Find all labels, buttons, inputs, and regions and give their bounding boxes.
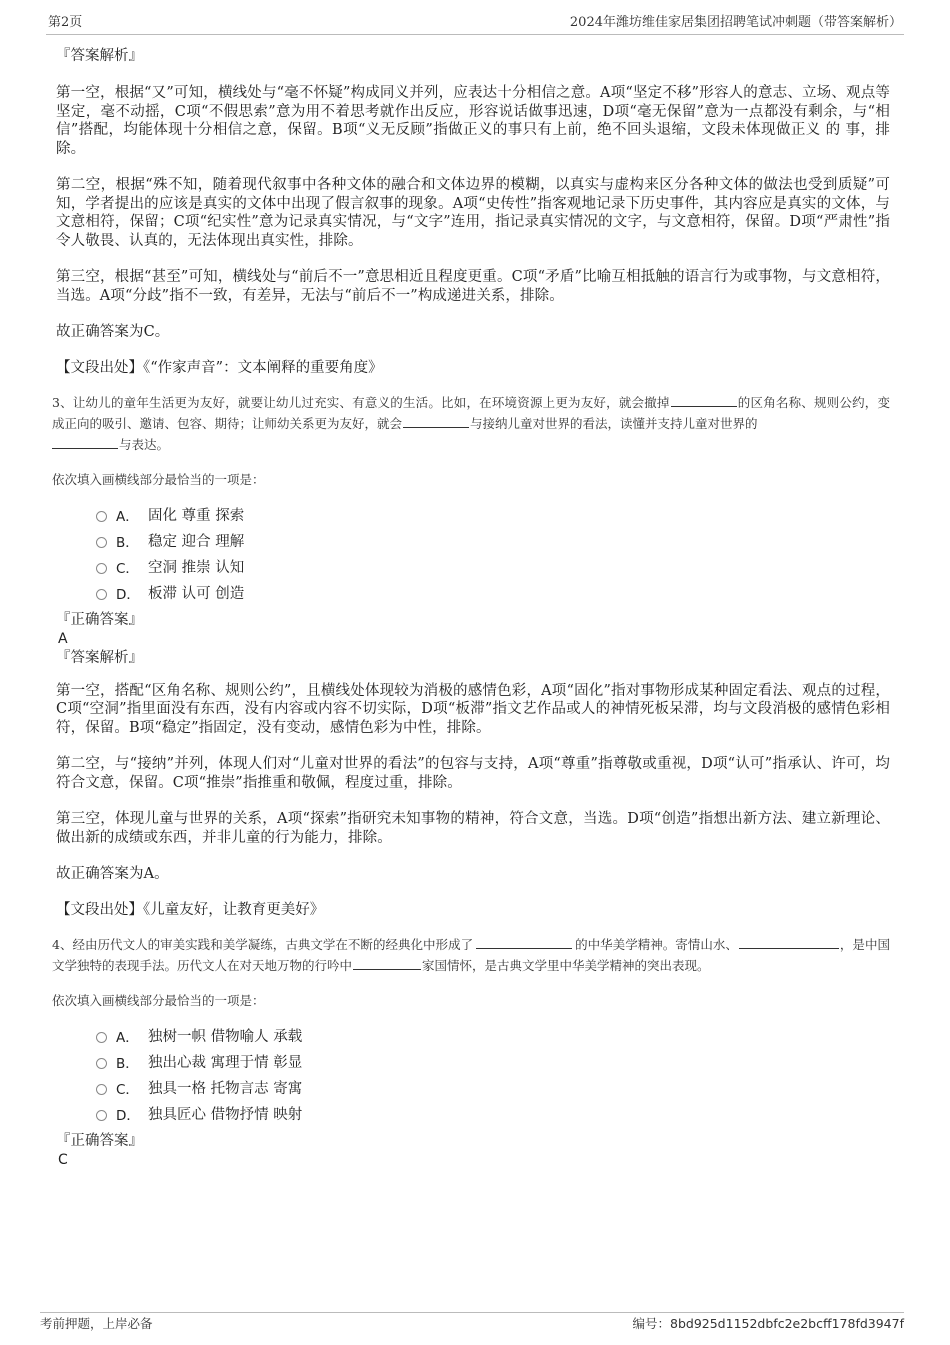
q3-analysis-paragraph-3: 第三空，体现儿童与世界的关系，A项“探索”指研究未知事物的精神，符合文意，当选。D项“创造”指想出新方法、建立新理论、做出新的成绩或东西，并非儿童的行为能力，排除。 [56, 811, 890, 846]
document-code-value: 8bd925d1152dbfc2e2bcff178fd3947f [670, 1316, 904, 1331]
q4-stem [52, 934, 890, 976]
q3-blank-3 [52, 436, 118, 449]
radio-icon[interactable] [96, 1084, 107, 1095]
q2-analysis-paragraph-1: 第一空，根据“又”可知，横线处与“毫不怀疑”构成同义并列，应表达十分相信之意。A项“坚定不移”形容人的意志、立场、观点等坚定，毫不动摇，C项“不假思索”意为用不着思考就作出反应，形容说话做事迅速，D项“毫无保留”意为一点都没有剩余，与“相信”搭配，均能体现十分相信之意，保留。B项“义无反顾”指做正义的事只有上前，绝不回头退缩，文段未体现做正义 的 事，排除。 [56, 85, 890, 157]
page-footer [40, 1312, 904, 1335]
q2-source: 【文段出处】《“作家声音”：文本阐释的重要角度》 [56, 359, 383, 376]
q3-instruction: 依次填入画横线部分最恰当的一项是： [52, 471, 265, 487]
option-letter: D． [116, 1107, 140, 1124]
q3-analysis-paragraph-2: 第二空，与“接纳”并列，体现人们对“儿童对世界的看法”的包容与支持，A项“尊重”指尊敬或重视，D项“认可”指承认、许可，均符合文意，保留。C项“推崇”指推重和敬佩，程度过重，排除。 [56, 756, 890, 791]
q3-option-c[interactable] [96, 554, 890, 580]
q2-analysis-label: 『答案解析』 [56, 48, 143, 64]
document-title: 2024年潍坊维佳家居集团招聘笔试冲刺题（带答案解析） [569, 15, 902, 30]
q3-options [56, 502, 890, 606]
q3-option-b[interactable] [96, 528, 890, 554]
option-text: 独出心裁 寓理于情 彰显 [148, 1055, 303, 1071]
q4-stem-part-d: 家国情怀，是古典文学里中华美学精神的突出表现。 [422, 957, 710, 973]
q3-blank-1 [671, 394, 737, 407]
q3-source: 【文段出处】《儿童友好，让教育更美好》 [56, 901, 325, 918]
option-letter: D． [116, 586, 140, 603]
q3-analysis-label: 『答案解析』 [56, 649, 143, 666]
radio-icon[interactable] [96, 589, 107, 600]
option-text: 独树一帜 借物喻人 承载 [148, 1029, 303, 1045]
radio-icon[interactable] [96, 1032, 107, 1043]
q3-stem-part-d: 与表达。 [119, 436, 170, 452]
q2-conclusion: 故正确答案为C。 [56, 324, 170, 340]
q4-stem-part-c: ，是中国文学独特的表现手法。历代文人在对天地万物的行吟中 [52, 936, 890, 973]
q4-stem-part-a: 4、经由历代文人的审美实践和美学凝练，古典文学在不断的经典化中形成了 [52, 936, 474, 952]
option-letter: A． [116, 1029, 139, 1046]
q4-answer-label: 『正确答案』 [56, 1132, 143, 1149]
radio-icon[interactable] [96, 1058, 107, 1069]
option-letter: B． [116, 1055, 139, 1072]
q4-blank-1 [476, 936, 572, 949]
q3-stem [52, 392, 890, 455]
footer-slogan: 考前押题，上岸必备 [40, 1316, 153, 1331]
page-header [46, 14, 904, 35]
q4-option-a[interactable] [96, 1023, 890, 1049]
option-text: 板滞 认可 创造 [148, 586, 245, 602]
radio-icon[interactable] [96, 1110, 107, 1121]
page-content [52, 42, 890, 1169]
option-letter: C． [116, 1081, 139, 1098]
q3-answer: A [58, 630, 68, 647]
q4-options [56, 1023, 890, 1127]
page-number: 第2页 [48, 15, 83, 30]
q3-stem-part-b: 的区角名称、规则公约，变成正向的吸引、邀请、包容、期待；让师幼关系更为友好，就会 [52, 394, 890, 431]
q4-option-b[interactable] [96, 1049, 890, 1075]
q2-analysis-paragraph-2: 第二空，根据“殊不知，随着现代叙事中各种文体的融合和文体边界的模糊，以真实与虚构来区分各种文体的做法也受到质疑”可知，学者提出的应该是真实的文体中出现了假言叙事的现象。A项“史传性”指客观地记录下历史事件，其内容应是真实的文体，与文意相符，保留；C项“纪实性”意为记录真实情况，与“文字”连用，指记录真实情况的文字，与文意相符，保留。D项“严肃性”指令人敬畏、认真的，无法体现出真实性，排除。 [56, 177, 890, 249]
option-letter: A． [116, 508, 139, 525]
q4-blank-2 [739, 936, 839, 949]
option-letter: B． [116, 534, 139, 551]
q2-analysis-paragraph-3: 第三空，根据“甚至”可知，横线处与“前后不一”意思相近且程度更重。C项“矛盾”比喻互相抵触的语言行为或事物，与文意相符，当选。A项“分歧”指不一致，有差异，无法与“前后不一”构成递进关系，排除。 [56, 269, 890, 304]
option-text: 独具一格 托物言志 寄寓 [148, 1081, 303, 1097]
radio-icon[interactable] [96, 537, 107, 548]
q3-answer-label: 『正确答案』 [56, 611, 143, 628]
document-code-label: 编号： [632, 1316, 670, 1331]
option-text: 固化 尊重 探索 [148, 508, 245, 524]
q3-stem-part-a: 3、让幼儿的童年生活更为友好，就要让幼儿过充实、有意义的生活。比如，在环境资源上更为友好，就会撤掉 [52, 394, 670, 410]
q3-analysis-paragraph-1: 第一空，搭配“区角名称、规则公约”，且横线处体现较为消极的感情色彩，A项“固化”指对事物形成某种固定看法、观点的过程，C项“空洞”指里面没有东西，没有内容或内容不切实际，D项“板滞”指文艺作品或人的神情死板呆滞，均与文段消极的感情色彩相符，保留。B项“稳定”指固定，没有变动，感情色彩为中性，排除。 [56, 682, 890, 736]
q4-answer: C [58, 1151, 68, 1168]
q3-stem-part-c: 与接纳儿童对世界的看法，读懂并支持儿童对世界的 [470, 415, 758, 431]
option-letter: C． [116, 560, 139, 577]
q4-option-d[interactable] [96, 1101, 890, 1127]
q4-instruction: 依次填入画横线部分最恰当的一项是： [52, 992, 265, 1008]
document-code [632, 1315, 904, 1333]
q3-option-a[interactable] [96, 502, 890, 528]
q3-option-d[interactable] [96, 580, 890, 606]
q3-blank-2 [403, 415, 469, 428]
radio-icon[interactable] [96, 563, 107, 574]
q3-conclusion: 故正确答案为A。 [56, 866, 169, 882]
option-text: 独具匠心 借物抒情 映射 [148, 1107, 303, 1123]
option-text: 空洞 推崇 认知 [148, 560, 245, 576]
q4-stem-part-b: 的中华美学精神。寄情山水、 [575, 936, 738, 952]
q4-blank-3 [353, 957, 421, 970]
radio-icon[interactable] [96, 511, 107, 522]
q4-option-c[interactable] [96, 1075, 890, 1101]
option-text: 稳定 迎合 理解 [148, 534, 245, 550]
